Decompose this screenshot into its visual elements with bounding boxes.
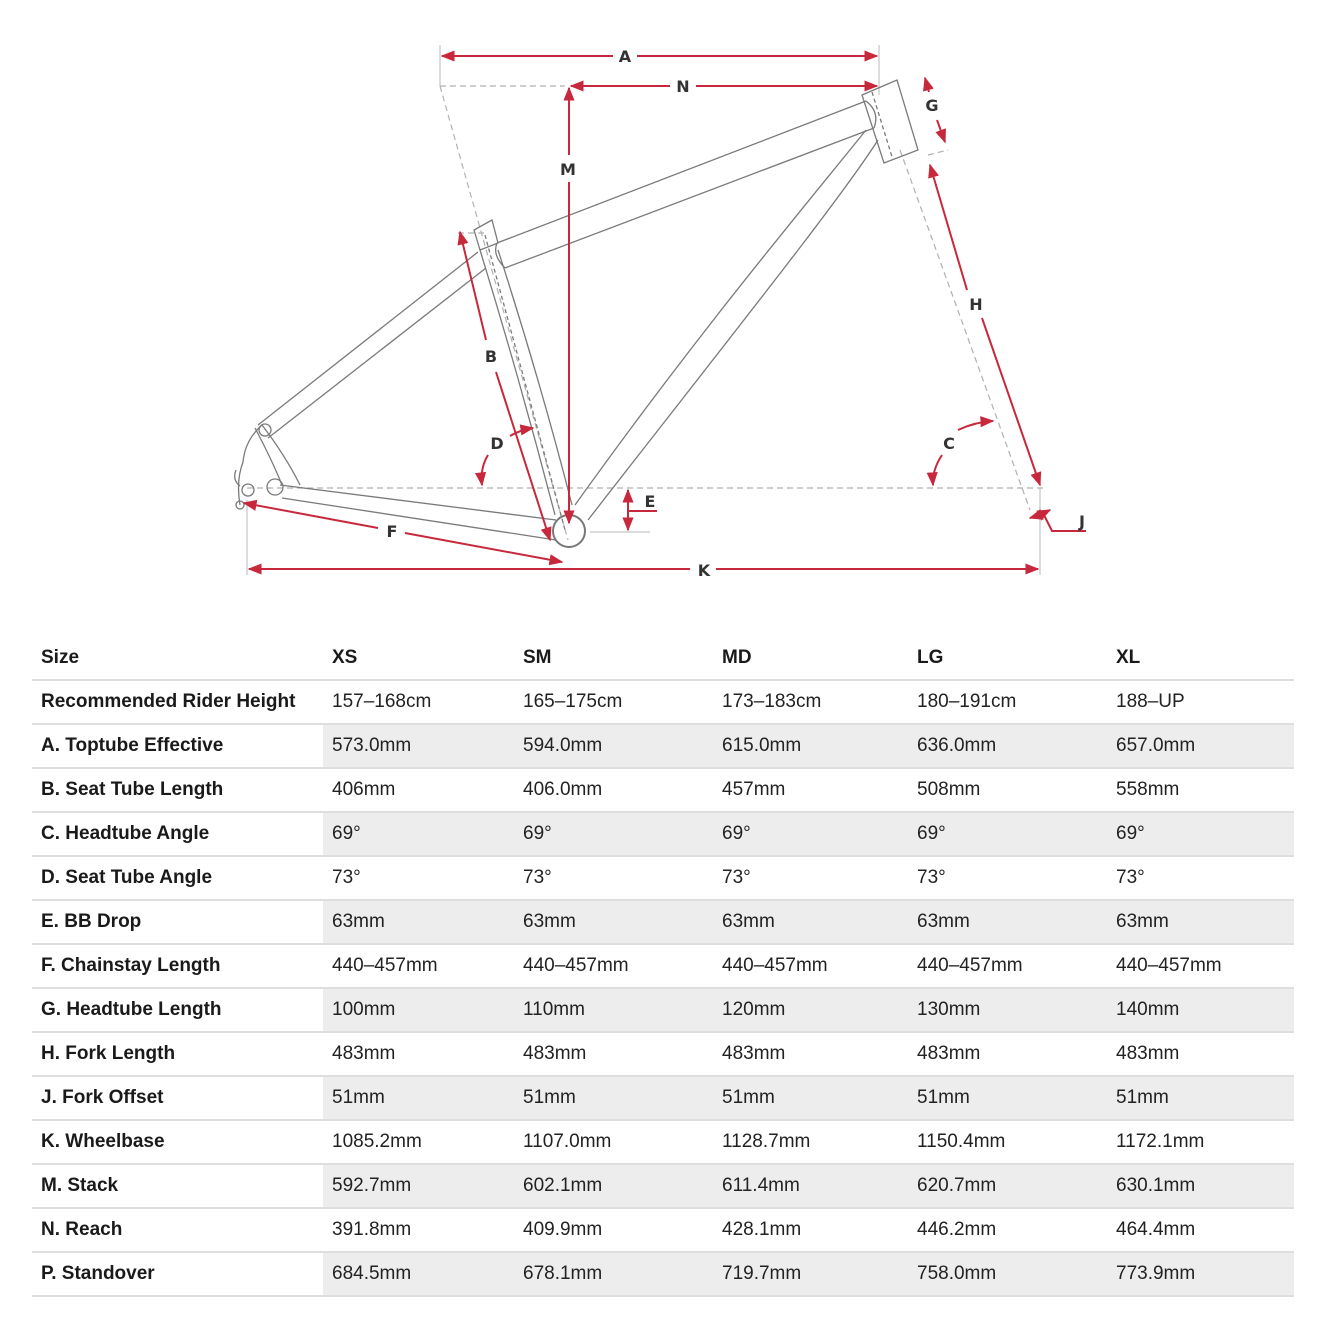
table-row (32, 900, 1294, 944)
table-row (32, 768, 1294, 812)
cell-lg: 1150.4mm (908, 1120, 1107, 1164)
cell-xl: 73° (1107, 856, 1294, 900)
cell-sm: 69° (514, 812, 713, 856)
row-label: K. Wheelbase (32, 1120, 323, 1164)
row-label: M. Stack (32, 1164, 323, 1208)
table-row (32, 1208, 1294, 1252)
cell-xl: 483mm (1107, 1032, 1294, 1076)
cell-md: 428.1mm (713, 1208, 908, 1252)
cell-lg: 51mm (908, 1076, 1107, 1120)
cell-xs: 69° (323, 812, 514, 856)
label-e: E (644, 492, 656, 511)
cell-xl: 464.4mm (1107, 1208, 1294, 1252)
table-row (32, 724, 1294, 768)
cell-xl: 1172.1mm (1107, 1120, 1294, 1164)
cell-xl: 188–UP (1107, 680, 1294, 724)
cell-xl: 630.1mm (1107, 1164, 1294, 1208)
cell-lg: 130mm (908, 988, 1107, 1032)
cell-lg: 180–191cm (908, 680, 1107, 724)
cell-md: 73° (713, 856, 908, 900)
frame-geometry-diagram (0, 0, 1327, 600)
cell-lg: 636.0mm (908, 724, 1107, 768)
cell-xs: 63mm (323, 900, 514, 944)
label-k: K (697, 561, 711, 580)
cell-xs: 157–168cm (323, 680, 514, 724)
row-label: G. Headtube Length (32, 988, 323, 1032)
cell-sm: 51mm (514, 1076, 713, 1120)
cell-xs: 684.5mm (323, 1252, 514, 1296)
table-row (32, 856, 1294, 900)
bike-frame (235, 80, 918, 547)
label-m: M (560, 160, 576, 179)
table-row (32, 1164, 1294, 1208)
cell-xs: 100mm (323, 988, 514, 1032)
cell-lg: 440–457mm (908, 944, 1107, 988)
table-row (32, 1032, 1294, 1076)
cell-sm: 73° (514, 856, 713, 900)
cell-xs: 1085.2mm (323, 1120, 514, 1164)
column-header-sm: SM (514, 637, 713, 680)
row-label: H. Fork Length (32, 1032, 323, 1076)
table-row (32, 944, 1294, 988)
geometry-table (32, 637, 1294, 1297)
table-row (32, 1252, 1294, 1296)
table-row (32, 1120, 1294, 1164)
cell-md: 719.7mm (713, 1252, 908, 1296)
cell-md: 63mm (713, 900, 908, 944)
row-label: B. Seat Tube Length (32, 768, 323, 812)
row-label: N. Reach (32, 1208, 323, 1252)
cell-md: 173–183cm (713, 680, 908, 724)
row-label: A. Toptube Effective (32, 724, 323, 768)
cell-sm: 406.0mm (514, 768, 713, 812)
cell-md: 457mm (713, 768, 908, 812)
cell-xs: 51mm (323, 1076, 514, 1120)
cell-md: 120mm (713, 988, 908, 1032)
cell-xs: 440–457mm (323, 944, 514, 988)
label-f: F (386, 522, 398, 541)
cell-xl: 63mm (1107, 900, 1294, 944)
column-header-lg: LG (908, 637, 1107, 680)
cell-xl: 657.0mm (1107, 724, 1294, 768)
table-row (32, 1076, 1294, 1120)
cell-md: 69° (713, 812, 908, 856)
cell-md: 440–457mm (713, 944, 908, 988)
cell-xs: 573.0mm (323, 724, 514, 768)
cell-xs: 391.8mm (323, 1208, 514, 1252)
row-label: D. Seat Tube Angle (32, 856, 323, 900)
cell-lg: 483mm (908, 1032, 1107, 1076)
cell-sm: 594.0mm (514, 724, 713, 768)
dimension-lines (244, 56, 1086, 569)
cell-sm: 483mm (514, 1032, 713, 1076)
label-n: N (676, 77, 690, 96)
cell-md: 615.0mm (713, 724, 908, 768)
cell-lg: 73° (908, 856, 1107, 900)
label-a: A (618, 47, 632, 66)
cell-xl: 440–457mm (1107, 944, 1294, 988)
row-label: F. Chainstay Length (32, 944, 323, 988)
cell-lg: 508mm (908, 768, 1107, 812)
cell-sm: 1107.0mm (514, 1120, 713, 1164)
cell-sm: 165–175cm (514, 680, 713, 724)
frame-diagram-svg (0, 0, 1327, 600)
cell-sm: 678.1mm (514, 1252, 713, 1296)
cell-lg: 69° (908, 812, 1107, 856)
row-label: C. Headtube Angle (32, 812, 323, 856)
cell-xs: 592.7mm (323, 1164, 514, 1208)
cell-xs: 406mm (323, 768, 514, 812)
cell-lg: 620.7mm (908, 1164, 1107, 1208)
cell-sm: 63mm (514, 900, 713, 944)
cell-xl: 140mm (1107, 988, 1294, 1032)
table-header-row (32, 637, 1294, 680)
cell-lg: 63mm (908, 900, 1107, 944)
label-h: H (969, 295, 983, 314)
table-row (32, 988, 1294, 1032)
cell-xl: 69° (1107, 812, 1294, 856)
cell-md: 611.4mm (713, 1164, 908, 1208)
cell-xs: 73° (323, 856, 514, 900)
cell-lg: 446.2mm (908, 1208, 1107, 1252)
row-label: P. Standover (32, 1252, 323, 1296)
label-j: J (1079, 512, 1085, 531)
cell-lg: 758.0mm (908, 1252, 1107, 1296)
label-d: D (490, 434, 504, 453)
cell-sm: 110mm (514, 988, 713, 1032)
column-header-md: MD (713, 637, 908, 680)
cell-sm: 440–457mm (514, 944, 713, 988)
label-c: C (943, 434, 955, 453)
table-row (32, 812, 1294, 856)
cell-md: 51mm (713, 1076, 908, 1120)
column-header-xs: XS (323, 637, 514, 680)
cell-sm: 409.9mm (514, 1208, 713, 1252)
cell-md: 1128.7mm (713, 1120, 908, 1164)
label-g: G (925, 96, 939, 115)
cell-sm: 602.1mm (514, 1164, 713, 1208)
row-label: E. BB Drop (32, 900, 323, 944)
cell-md: 483mm (713, 1032, 908, 1076)
table-row (32, 680, 1294, 724)
row-label: J. Fork Offset (32, 1076, 323, 1120)
cell-xl: 558mm (1107, 768, 1294, 812)
cell-xs: 483mm (323, 1032, 514, 1076)
label-b: B (484, 347, 498, 366)
column-header-size: Size (32, 637, 323, 680)
dimension-labels (387, 47, 1085, 580)
cell-xl: 51mm (1107, 1076, 1294, 1120)
construction-lines (247, 86, 1045, 540)
row-label: Recommended Rider Height (32, 680, 323, 724)
cell-xl: 773.9mm (1107, 1252, 1294, 1296)
column-header-xl: XL (1107, 637, 1294, 680)
